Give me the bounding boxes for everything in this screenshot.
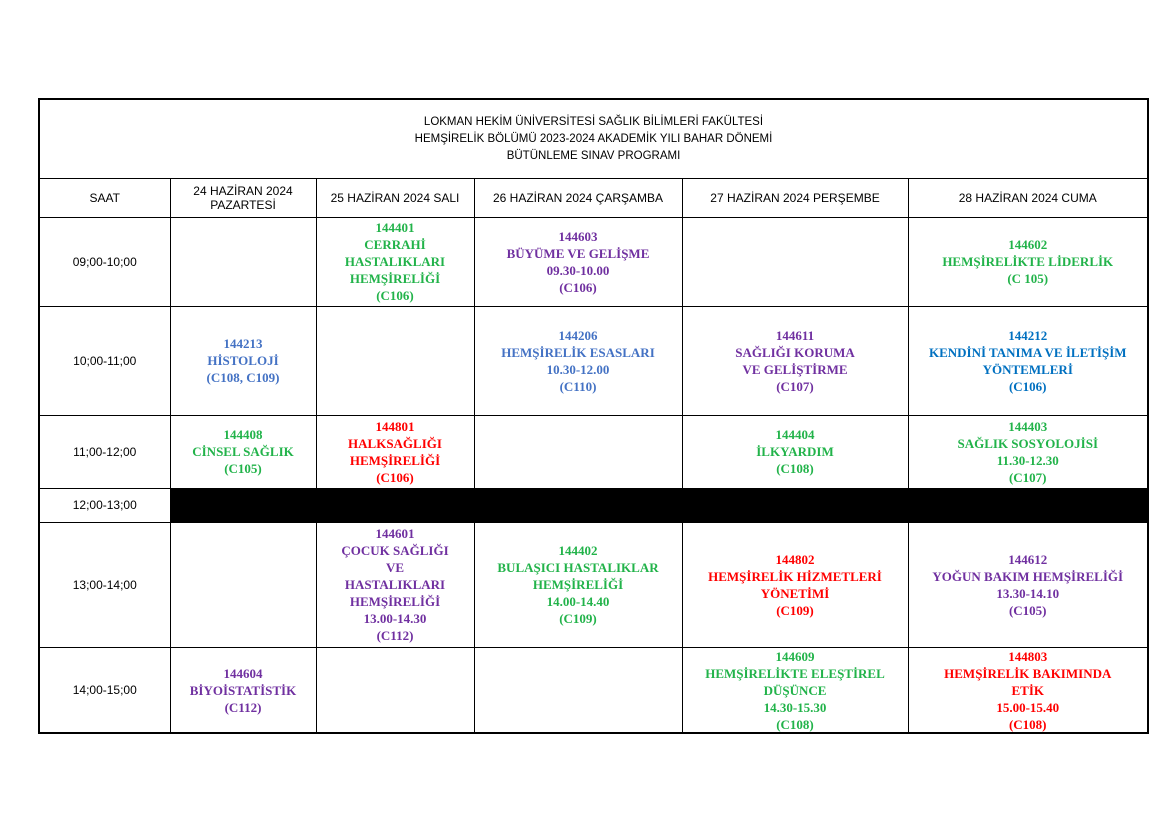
exam-course: VE: [385, 560, 405, 575]
exam-course: YÖNTEMLERİ: [982, 361, 1073, 377]
time-slot: 10;00-11;00: [40, 306, 170, 415]
exam-course: CERRAHİ: [364, 237, 426, 252]
table-row: [40, 415, 1147, 488]
exam-code: 144803: [1008, 648, 1048, 664]
exam-course: BÜYÜME VE GELİŞME: [506, 245, 650, 261]
exam-cell: [316, 217, 474, 306]
exam-course: HALKSAĞLIĞI: [348, 435, 442, 451]
exam-code: 144604: [223, 665, 263, 681]
exam-time: 15.00-15.40: [996, 699, 1060, 715]
exam-course: SAĞLIK SOSYOLOJİSİ: [957, 435, 1099, 451]
exam-room: (C108): [776, 461, 814, 476]
day-header-friday: 28 HAZİRAN 2024 CUMA: [908, 179, 1147, 217]
exam-room: (C108): [1008, 716, 1047, 732]
exam-cell: [908, 306, 1147, 415]
exam-cell: [682, 522, 908, 647]
time-slot: 09;00-10;00: [40, 217, 170, 306]
exam-time: 14.30-15.30: [763, 699, 827, 715]
exam-cell: [908, 415, 1147, 488]
exam-room: (C106): [376, 288, 414, 303]
exam-room: (C105): [1008, 602, 1047, 618]
exam-cell: [316, 415, 474, 488]
exam-room: (C105): [224, 461, 262, 476]
exam-course: ETİK: [1011, 682, 1044, 698]
empty-cell: [170, 217, 316, 306]
exam-course: HASTALIKLARI: [344, 577, 446, 592]
exam-cell: [170, 647, 316, 733]
exam-cell: [170, 415, 316, 488]
exam-time: 09.30-10.00: [546, 262, 610, 278]
exam-course: HEMŞİRELİĞİ: [349, 452, 441, 468]
exam-code: 144403: [1008, 418, 1048, 434]
exam-code: 144601: [375, 526, 415, 541]
exam-time: 10.30-12.00: [546, 361, 610, 377]
exam-cell: [474, 522, 682, 647]
exam-code: 144612: [1008, 551, 1048, 567]
exam-room: (C112): [224, 699, 262, 715]
exam-course: HEMŞİRELİK ESASLARI: [501, 344, 655, 360]
exam-course: VE GELİŞTİRME: [742, 361, 848, 377]
exam-course: HEMŞİRELİĞİ: [532, 577, 624, 592]
exam-course: ÇOCUK SAĞLIĞI: [341, 543, 449, 558]
exam-room: (C 105): [1007, 271, 1049, 286]
day-header-wednesday: 26 HAZİRAN 2024 ÇARŞAMBA: [474, 179, 682, 217]
exam-course: İLKYARDIM: [756, 444, 834, 459]
exam-time: 11.30-12.30: [996, 452, 1059, 468]
exam-code: 144611: [775, 327, 815, 343]
exam-cell: [682, 415, 908, 488]
exam-code: 144404: [775, 427, 815, 442]
empty-cell: [316, 647, 474, 733]
exam-time: 13.30-14.10: [996, 585, 1060, 601]
exam-time: 14.00-14.40: [546, 594, 610, 609]
exam-code: 144213: [223, 336, 263, 351]
schedule-title: BÜTÜNLEME SINAV PROGRAMI: [506, 149, 681, 162]
schedule-table: [40, 179, 1147, 733]
time-slot: 12;00-13;00: [40, 488, 170, 522]
exam-code: 144609: [775, 648, 815, 664]
table-row: [40, 306, 1147, 415]
exam-course: HEMŞİRELİK HİZMETLERİ: [708, 568, 882, 584]
exam-room: (C106): [376, 469, 414, 485]
day-header-tuesday: 25 HAZİRAN 2024 SALI: [316, 179, 474, 217]
exam-cell: [682, 306, 908, 415]
empty-cell: [682, 217, 908, 306]
table-row: [40, 217, 1147, 306]
exam-cell: [170, 306, 316, 415]
exam-course: HEMŞİRELİĞİ: [349, 271, 441, 286]
empty-cell: [316, 306, 474, 415]
exam-code: 144402: [558, 543, 598, 558]
exam-course: HEMŞİRELİKTE ELEŞTİREL: [705, 665, 885, 681]
empty-cell: [474, 647, 682, 733]
day-header-monday: 24 HAZİRAN 2024 PAZARTESİ: [170, 179, 316, 217]
exam-course: KENDİNİ TANIMA VE İLETİŞİM: [928, 344, 1127, 360]
exam-code: 144408: [223, 427, 263, 442]
department-title: HEMŞİRELİK BÖLÜMÜ 2023-2024 AKADEMİK YILI BAHAR DÖNEMİ: [414, 132, 773, 145]
exam-course: BULAŞICI HASTALIKLAR: [497, 560, 659, 575]
exam-room: (C109): [776, 602, 814, 618]
exam-cell: [682, 647, 908, 733]
exam-cell: [908, 217, 1147, 306]
empty-cell: [170, 522, 316, 647]
exam-course: HEMŞİRELİK BAKIMINDA: [944, 665, 1112, 681]
exam-room: (C107): [776, 378, 814, 394]
exam-course: SAĞLIĞI KORUMA: [735, 344, 855, 360]
exam-cell: [474, 217, 682, 306]
exam-course: CİNSEL SAĞLIK: [192, 444, 294, 459]
time-slot: 13;00-14;00: [40, 522, 170, 647]
exam-code: 144602: [1008, 237, 1048, 252]
exam-course: BİYOİSTATİSTİK: [189, 682, 297, 698]
university-title: LOKMAN HEKİM ÜNİVERSİTESİ SAĞLIK BİLİMLERİ FAKÜLTESİ: [423, 115, 764, 128]
exam-course: YOĞUN BAKIM HEMŞİRELİĞİ: [932, 568, 1124, 584]
lunch-row: [40, 488, 1147, 522]
exam-room: (C110): [559, 378, 597, 394]
table-row: [40, 522, 1147, 647]
header-row: [40, 179, 1147, 217]
exam-cell: [908, 522, 1147, 647]
exam-schedule-sheet: [38, 98, 1149, 734]
time-column-header: SAAT: [40, 179, 170, 217]
exam-code: 144401: [375, 220, 415, 235]
exam-code: 144603: [558, 228, 598, 244]
exam-code: 144212: [1008, 327, 1048, 343]
exam-cell: [908, 647, 1147, 733]
empty-cell: [474, 415, 682, 488]
exam-course: HEMŞİRELİKTE LİDERLİK: [942, 254, 1114, 269]
table-row: [40, 647, 1147, 733]
exam-course: DÜŞÜNCE: [763, 682, 827, 698]
exam-code: 144801: [375, 418, 415, 434]
exam-course: HASTALIKLARI: [344, 254, 446, 269]
exam-course: HEMŞİRELİĞİ: [349, 594, 441, 609]
exam-code: 144802: [775, 551, 815, 567]
exam-cell: [316, 522, 474, 647]
exam-time: 13.00-14.30: [363, 611, 427, 626]
time-slot: 14;00-15;00: [40, 647, 170, 733]
exam-room: (C106): [1008, 378, 1047, 394]
schedule-header: [40, 100, 1147, 179]
exam-room: (C112): [376, 628, 414, 643]
time-slot: 11;00-12;00: [40, 415, 170, 488]
day-header-thursday: 27 HAZİRAN 2024 PERŞEMBE: [682, 179, 908, 217]
exam-room: (C108): [776, 716, 814, 732]
exam-code: 144206: [558, 327, 598, 343]
exam-room: (C108, C109): [206, 370, 280, 385]
exam-room: (C109): [559, 611, 597, 626]
exam-course: HİSTOLOJİ: [207, 353, 279, 368]
exam-course: YÖNETİMİ: [760, 585, 830, 601]
lunch-break-bar: [170, 488, 1147, 522]
exam-room: (C107): [1008, 469, 1047, 485]
exam-cell: [474, 306, 682, 415]
exam-room: (C106): [559, 279, 597, 295]
